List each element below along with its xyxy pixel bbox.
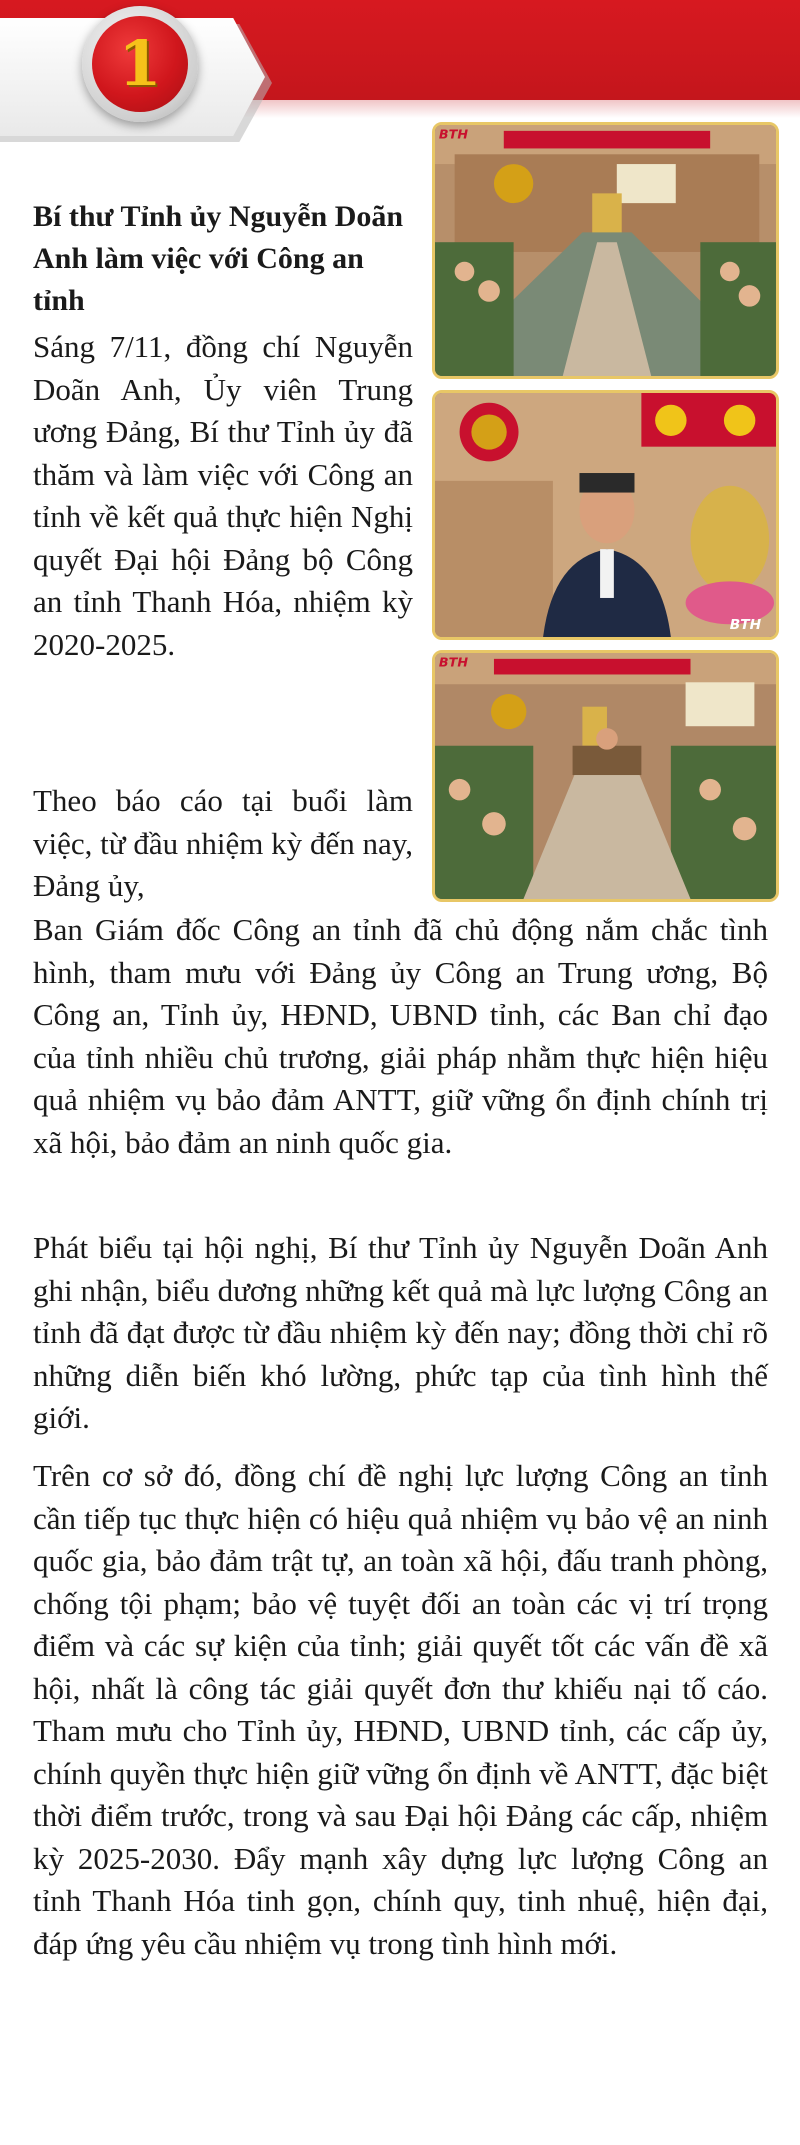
speaker-portrait-photo	[432, 390, 779, 640]
paragraph-4: Trên cơ sở đó, đồng chí đề nghị lực lượng Công an tỉnh cần tiếp tục thực hiện có hiệu quả nhiệm vụ bảo vệ an ninh quốc gia, bảo đảm trật tự, an toàn xã hội, đấu tranh phòng, chống tội phạm; bảo vệ tuyệt đối an toàn các vị trí trọng điểm và các sự kiện của tỉnh; giải quyết tốt các vấn đề xã hội, nhất là công tác giải quyết đơn thư khiếu nại tố cáo. Tham mưu cho Tỉnh ủy, HĐND, UBND tỉnh, các cấp ủy, chính quyền thực hiện giữ vững ổn định về ANTT, đặc biệt thời điểm trước, trong và sau Đại hội Đảng các cấp, nhiệm kỳ 2025-2030. Đẩy mạnh xây dựng lực lượng Công an tỉnh Thanh Hóa tinh gọn, chính quy, tinh nhuệ, hiện đại, đáp ứng yêu cầu nhiệm vụ trong tình hình mới.	[33, 1458, 768, 1961]
article-headline: Bí thư Tỉnh ủy Nguyễn Doãn Anh làm việc với Công an tỉnh	[33, 200, 404, 317]
section-number-badge	[92, 16, 188, 112]
section-number: 1	[118, 27, 162, 100]
paragraph-2-start: Theo báo cáo tại buổi làm việc, từ đầu nhiệm kỳ đến nay, Đảng ủy,	[33, 783, 413, 903]
paragraph-2-continued: Ban Giám đốc Công an tỉnh đã chủ động nắm chắc tình hình, tham mưu với Đảng ủy Công an Trung ương, Bộ Công an, Tỉnh ủy, HĐND, UBND tỉnh, các Ban chỉ đạo của tỉnh nhiều chủ trương, giải pháp nhằm thực hiện hiệu quả nhiệm vụ bảo đảm ANTT, giữ vững ổn định chính trị xã hội, bảo đảm an ninh quốc gia.	[33, 912, 768, 1160]
meeting-room-photo	[432, 122, 779, 379]
speaker-portrait-image	[435, 393, 776, 637]
paragraph-1: Sáng 7/11, đồng chí Nguyễn Doãn Anh, Ủy viên Trung ương Đảng, Bí thư Tỉnh ủy đã thăm và làm việc với Công an tỉnh về kết quả thực hiện Nghị quyết Đại hội Đảng bộ Công an tỉnh Thanh Hóa, nhiệm kỳ 2020-2025.	[33, 329, 413, 662]
meeting-table-image	[435, 653, 776, 899]
svg-text:BTH: BTH	[729, 617, 762, 634]
svg-text:BTH: BTH	[438, 655, 469, 671]
paragraph-3: Phát biểu tại hội nghị, Bí thư Tỉnh ủy Nguyễn Doãn Anh ghi nhận, biểu dương những kết quả mà lực lượng Công an tỉnh đã đạt được từ đầu nhiệm kỳ đến nay; đồng thời chỉ rõ những diễn biến khó lường, phức tạp của tình hình thế giới.	[33, 1230, 768, 1435]
meeting-room-image	[435, 125, 776, 376]
svg-text:BTH: BTH	[438, 127, 469, 143]
meeting-table-photo	[432, 650, 779, 902]
